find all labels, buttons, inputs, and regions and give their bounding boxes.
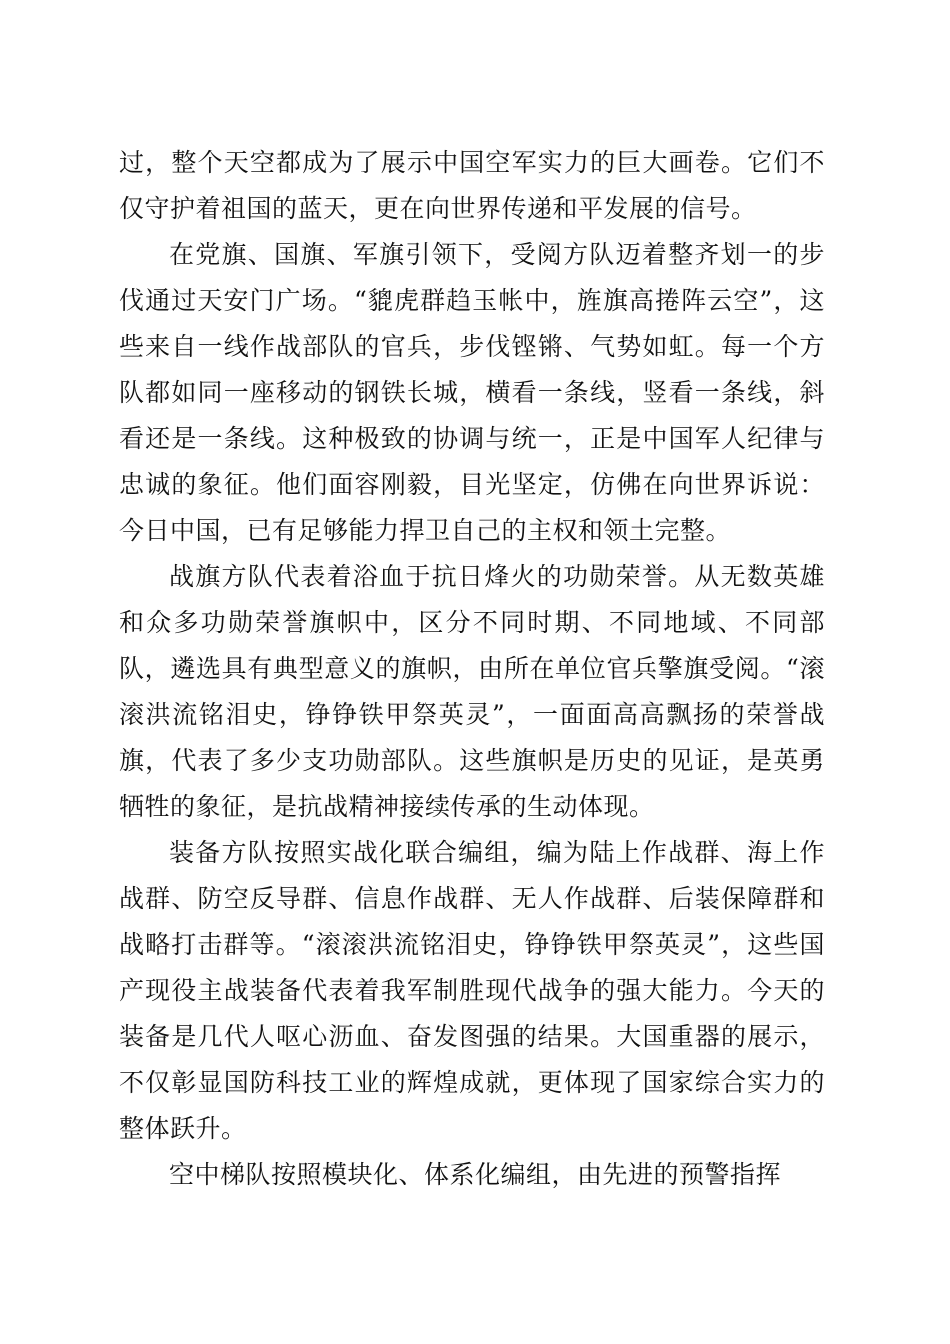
paragraph-parade-formations: 在党旗、国旗、军旗引领下，受阅方队迈着整齐划一的步伐通过天安门广场。“貔虎群趋玉帐中，旌旗高捲阵云空”，这些来自一线作战部队的官兵，步伐铿锵、气势如虹。每一个方队都如同一座移动的钢铁长城，横看一条线，竖看一条线，斜看还是一条线。这种极致的协调与统一，正是中国军人纪律与忠诚的象征。他们面容刚毅，目光坚定，仿佛在向世界诉说：今日中国，已有足够能力捍卫自己的主权和领土完整。 — [119, 240, 825, 545]
paragraph-equipment: 装备方队按照实战化联合编组，编为陆上作战群、海上作战群、防空反导群、信息作战群、无人作战群、后装保障群和战略打击群等。“滚滚洪流铭泪史，铮铮铁甲祭英灵”，这些国产现役主战装备代表着我军制胜现代战争的强大能力。今天的装备是几代人呕心沥血、奋发图强的结果。大国重器的展示，不仅彰显国防科技工业的辉煌成就，更体现了国家综合实力的整体跃升。 — [119, 838, 825, 1143]
paragraph-air-echelon: 空中梯队按照模块化、体系化编组，由先进的预警指挥 — [169, 1160, 782, 1189]
paragraph-battle-flags: 战旗方队代表着浴血于抗日烽火的功勋荣誉。从无数英雄和众多功勋荣誉旗帜中，区分不同时期、不同地域、不同部队，遴选具有典型意义的旗帜，由所在单位官兵擎旗受阅。“滚滚洪流铭泪史，铮铮铁甲祭英灵”，一面面高高飘扬的荣誉战旗，代表了多少支功勋部队。这些旗帜是历史的见证，是英勇牺牲的象征，是抗战精神接续传承的生动体现。 — [119, 562, 825, 821]
document-body — [119, 140, 825, 1198]
paragraph-continued: 过，整个天空都成为了展示中国空军实力的巨大画卷。它们不仅守护着祖国的蓝天，更在向世界传递和平发展的信号。 — [119, 148, 825, 223]
